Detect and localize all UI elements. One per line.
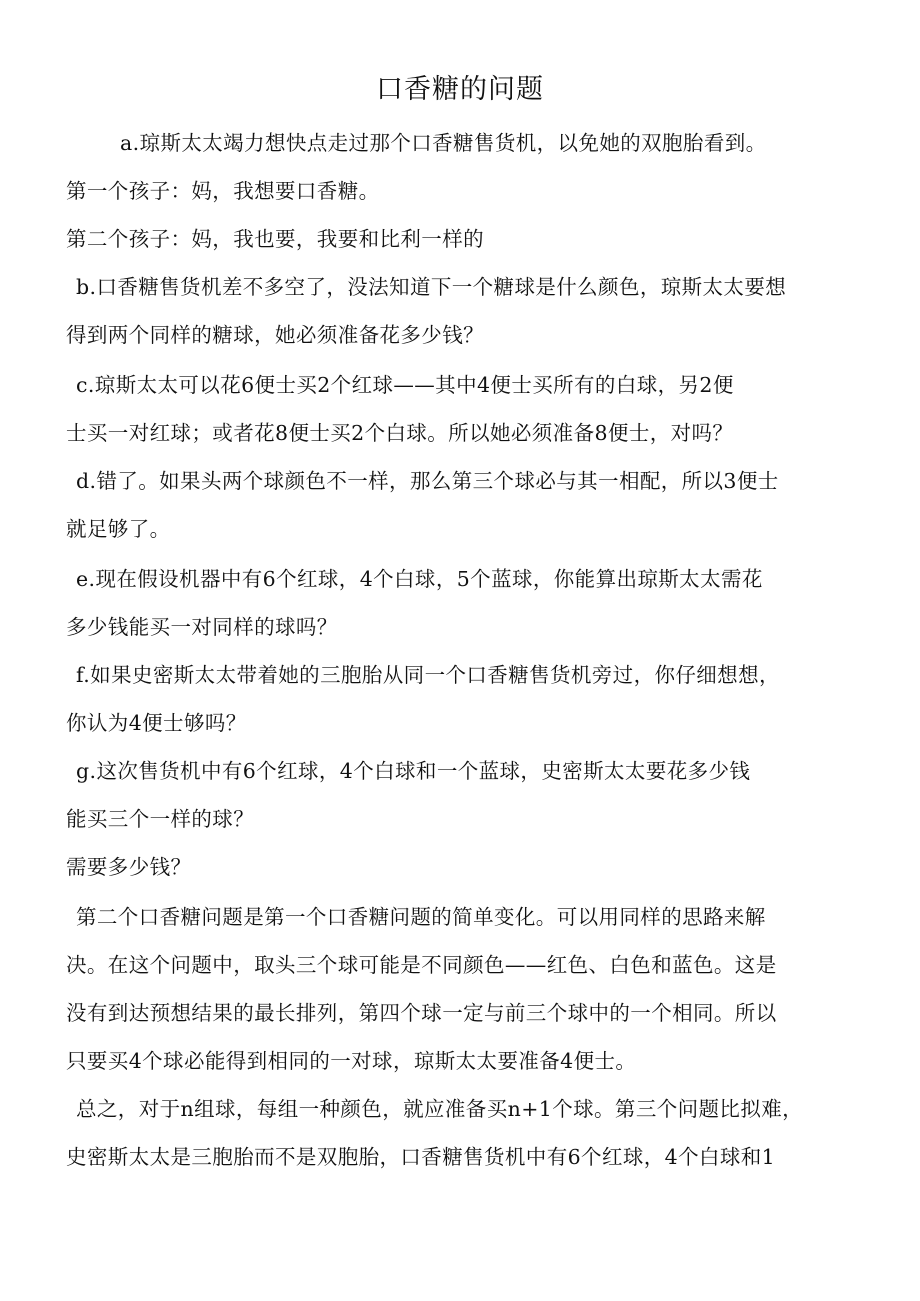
paragraph-f-line-2: 你认为4便士够吗？	[66, 711, 247, 735]
dialogue-child-2: 第二个孩子：妈，我也要，我要和比利一样的	[66, 227, 484, 251]
paragraph-f-line-1: f.如果史密斯太太带着她的三胞胎从同一个口香糖售货机旁过，你仔细想想，	[76, 663, 780, 687]
paragraph-g-line-1: g.这次售货机中有6个红球，4个白球和一个蓝球，史密斯太太要花多少钱	[76, 759, 751, 783]
explanation-line-2: 决。在这个问题中，取头三个球可能是不同颜色——红色、白色和蓝色。这是	[66, 953, 777, 977]
summary-line-2: 史密斯太太是三胞胎而不是双胞胎，口香糖售货机中有6个红球，4个白球和1	[66, 1145, 776, 1169]
paragraph-g-line-2: 能买三个一样的球？	[66, 807, 255, 831]
explanation-line-3: 没有到达预想结果的最长排列，第四个球一定与前三个球中的一个相同。所以	[66, 1001, 777, 1025]
summary-line-1: 总之，对于n组球，每组一种颜色，就应准备买n+1个球。第三个问题比拟难，	[76, 1097, 804, 1121]
question-cost: 需要多少钱？	[66, 855, 192, 879]
dialogue-child-1: 第一个孩子：妈，我想要口香糖。	[66, 179, 380, 203]
paragraph-b-line-2: 得到两个同样的糖球，她必须准备花多少钱？	[66, 323, 484, 347]
paragraph-c-line-2: 士买一对红球；或者花8便士买2个白球。所以她必须准备8便士，对吗？	[66, 421, 734, 445]
page-title: 口香糖的问题	[376, 74, 544, 105]
paragraph-a-line-1: a.琼斯太太竭力想快点走过那个口香糖售货机，以免她的双胞胎看到。	[120, 131, 767, 155]
paragraph-c-line-1: c.琼斯太太可以花6便士买2个红球——其中4便士买所有的白球，另2便	[76, 373, 734, 397]
paragraph-b-line-1: b.口香糖售货机差不多空了，没法知道下一个糖球是什么颜色，琼斯太太要想	[76, 275, 787, 299]
paragraph-e-line-2: 多少钱能买一对同样的球吗？	[66, 615, 338, 639]
paragraph-e-line-1: e.现在假设机器中有6个红球，4个白球，5个蓝球，你能算出琼斯太太需花	[76, 567, 763, 591]
paragraph-d-line-1: d.错了。如果头两个球颜色不一样，那么第三个球必与其一相配，所以3便士	[76, 469, 779, 493]
paragraph-d-line-2: 就足够了。	[66, 517, 171, 541]
explanation-line-4: 只要买4个球必能得到相同的一对球，琼斯太太要准备4便士。	[66, 1049, 637, 1073]
explanation-line-1: 第二个口香糖问题是第一个口香糖问题的简单变化。可以用同样的思路来解	[76, 905, 766, 929]
